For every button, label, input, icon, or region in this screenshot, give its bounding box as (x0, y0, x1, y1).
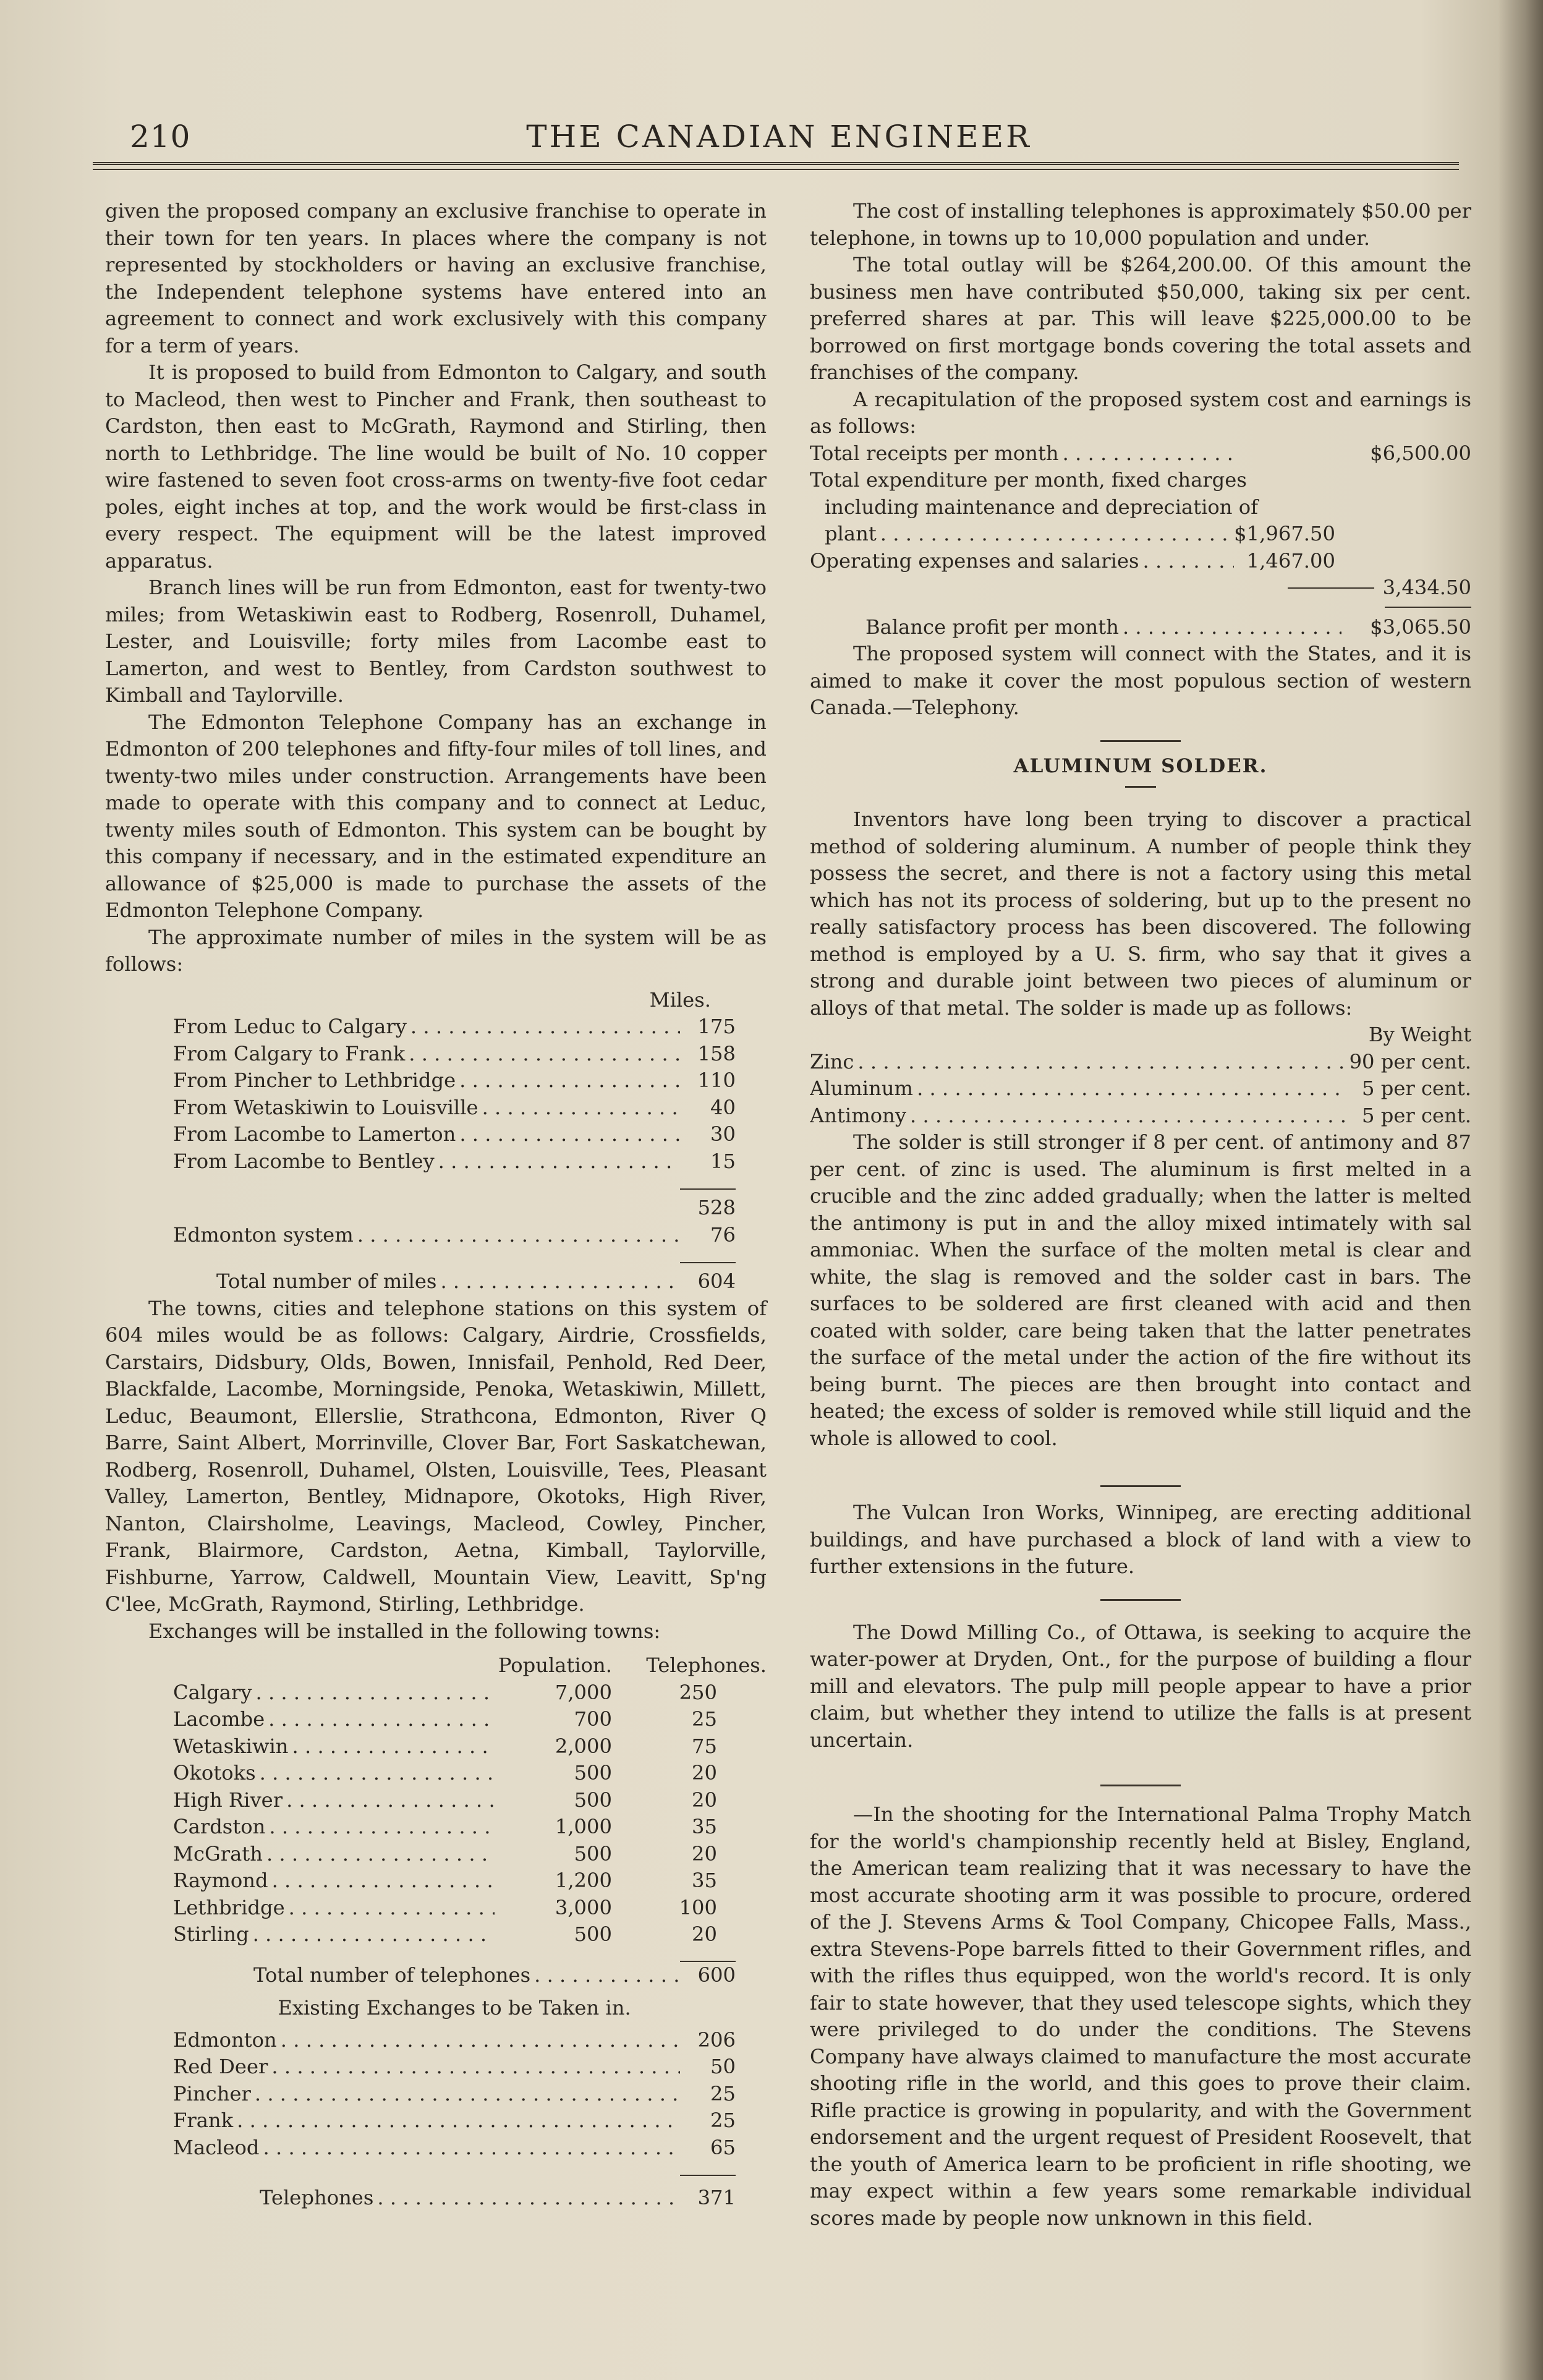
table-row (810, 467, 1471, 494)
table-row (173, 2027, 736, 2054)
paragraph: Inventors have long been trying to discover a practical method of soldering aluminum. A number of people think they possess the secret, and there is not a factory using this metal which has not its process of soldering, but up to the present no really satisfactory process has been discovered. The following method is employed by a U. S. firm, who say that it gives a strong and durable joint between two pieces of aluminum or alloys of that metal. The solder is made up as follows: (810, 808, 1471, 1020)
town-name: McGrath . . . (173, 1841, 495, 1868)
telephones: 20 (692, 1788, 717, 1812)
telephones: 65 (710, 2135, 736, 2159)
town-name: Lacombe . . . (173, 1706, 495, 1733)
balance-value: $3,065.50 (1370, 615, 1471, 639)
table-row (173, 2054, 736, 2081)
table-row (173, 1895, 767, 1922)
table-row (810, 614, 1471, 641)
dash-rule (1288, 587, 1374, 589)
town-name: Edmonton . . . (173, 2027, 680, 2054)
population: 500 (574, 1788, 612, 1812)
telephones: 100 (679, 1895, 717, 1919)
paragraph: A recapitulation of the proposed system cost and earnings is as follows: (810, 387, 1471, 438)
telephones: 75 (692, 1734, 717, 1758)
existing-exchanges (105, 1962, 767, 2212)
miles-value: 30 (710, 1122, 736, 1146)
telephones: 20 (692, 1922, 717, 1946)
paragraph: The towns, cities and telephone stations on this system of 604 miles would be as follows: Calgary, Airdrie, Crossfields, Carstairs, Didsbury, Olds, Bowen, Innisfail, Penhold, Red Deer, Blackfalde, Lacombe, Morningside, Penoka, Wetaskiwin, Millett, Leduc, Beaumont, Ellerslie, Strathcona, Edmonton, River Q Barre, Saint Albert, Morrinville, Clover Bar, Fort Saskatchewan, Rodberg, Rosenroll, Duhamel, Olsten, Louisville, Tees, Pleasant Valley, Lamerton, Bentley, Midnapore, Okotoks, High River, Nanton, Clairsholme, Leavings, Macleod, Cowley, Pincher, Frank, Blairmore, Cardston, Aetna, Kimball, Taylorville, Fishburne, Yarrow, Caldwell, Mountain View, Leavitt, Sp'ng C'lee, McGrath, Raymond, Stirling, Lethbridge. (105, 1296, 767, 1616)
metal-percent: 5 per cent. (1362, 1103, 1471, 1127)
miles-value: 15 (710, 1149, 736, 1173)
expenditure-label: plant . . . (810, 521, 1234, 548)
telephones: 25 (710, 2081, 736, 2105)
metal-name: Zinc . . . (810, 1049, 1348, 1076)
table-row (173, 1190, 736, 1222)
table-row (173, 1268, 736, 1295)
table-row (810, 548, 1471, 575)
miles-value: 110 (697, 1068, 736, 1092)
miles-label: From Calgary to Frank . . . (173, 1041, 680, 1068)
town-name: Calgary . . . (173, 1679, 495, 1707)
paragraph: The cost of installing telephones is approximately $50.00 per telephone, in towns up to 10,000 population and under. (810, 199, 1471, 250)
section-heading: ALUMINUM SOLDER. (1013, 754, 1268, 777)
telephones: 20 (692, 1841, 717, 1866)
telephones: 250 (679, 1680, 717, 1704)
table-row (173, 1067, 736, 1094)
population: 500 (574, 1922, 612, 1946)
telephones-label: Telephones . . . (173, 2176, 680, 2212)
telephones: 25 (692, 1707, 717, 1731)
miles-list (173, 1013, 736, 1263)
table-row (810, 1075, 1471, 1103)
population: 700 (574, 1707, 612, 1731)
population: 1,000 (555, 1815, 612, 1838)
telephones: 206 (697, 2028, 736, 2052)
paragraph: It is proposed to build from Edmonton to Calgary, and south to Macleod, then west to Pincher and Frank, then southeast to Cardston, then east to McGrath, Raymond and Stirling, then north to Lethbridge. The line would be built of No. 10 copper wire fastened to seven foot cross-arms on twenty-five foot cedar poles, eight inches at top, and the work would be first-class in every respect. The equipment will be the latest improved apparatus. (105, 360, 767, 573)
telephones-value: 371 (697, 2186, 736, 2209)
page-number: 210 (130, 119, 191, 155)
receipts-label: Total receipts per month . . . (810, 440, 1234, 467)
table-row (810, 1049, 1471, 1076)
existing-heading: Existing Exchanges to be Taken in. (278, 1996, 631, 2020)
table-row (173, 1013, 736, 1041)
total-telephones-value: 600 (697, 1963, 736, 1987)
paragraph: The Dowd Milling Co., of Ottawa, is seeking to acquire the water-power at Dryden, Ont., for the purpose of building a flour mill and elevators. The pulp mill people appear to have a prior claim, but whether they intend to utilize the falls is at present uncertain. (810, 1620, 1471, 1752)
population: 2,000 (555, 1734, 612, 1758)
balance-table (810, 614, 1471, 641)
right-column (810, 198, 1471, 2232)
table-row (810, 494, 1471, 521)
section-rule (1100, 1485, 1181, 1487)
header-rule (93, 162, 1459, 170)
population: 7,000 (555, 1680, 612, 1704)
exchanges-list (173, 1652, 767, 1962)
table-row (173, 1679, 767, 1707)
town-name: Macleod . . . (173, 2135, 680, 2162)
total-telephones-label: Total number of telephones . . . (173, 1962, 680, 1989)
metal-name: Antimony . . . (810, 1103, 1348, 1130)
town-name: Okotoks . . . (173, 1760, 495, 1787)
table-header-row (173, 1652, 767, 1679)
paragraph: Exchanges will be installed in the following towns: (148, 1619, 661, 1643)
expenditure-value: $1,967.50 (1234, 522, 1335, 545)
miles-label: From Wetaskiwin to Louisville . . . (173, 1094, 680, 1122)
telephones: 35 (692, 1815, 717, 1838)
table-row (810, 1103, 1471, 1130)
page-header (105, 111, 1453, 161)
running-title: THE CANADIAN ENGINEER (526, 119, 1032, 155)
subtotal-value: 3,434.50 (1382, 576, 1471, 599)
table-row (173, 1706, 767, 1733)
population: 500 (574, 1841, 612, 1866)
metal-percent: 5 per cent. (1362, 1077, 1471, 1100)
table-row (173, 1787, 767, 1814)
town-name: Red Deer . . . (173, 2054, 680, 2081)
telephones: 50 (710, 2055, 736, 2078)
miles-subtotal: 528 (697, 1196, 736, 1219)
paragraph: Branch lines will be run from Edmonton, east for twenty-two miles; from Wetaskiwin east to Rodberg, Rosenroll, Duhamel, Lester, and Louisville; forty miles from Lacombe east to Lamerton, and west to Bentley, from Cardston southwest to Kimball and Taylorville. (105, 576, 767, 707)
expenditure-label: Total expenditure per month, fixed charges (810, 468, 1247, 492)
telephones: 25 (710, 2109, 736, 2132)
section-rule (1100, 740, 1181, 742)
population: 1,200 (555, 1869, 612, 1892)
population: 3,000 (555, 1895, 612, 1919)
paragraph: The total outlay will be $264,200.00. Of this amount the business men have contributed $50,000, taking six per cent. preferred shares at par. This will leave $225,000.00 to be borrowed on first mortgage bonds covering the total assets and franchises of the company. (810, 253, 1471, 384)
operating-value: 1,467.00 (1246, 548, 1335, 573)
metal-name: Aluminum . . . (810, 1075, 1348, 1103)
population: 500 (574, 1761, 612, 1785)
edmonton-label: Edmonton system . . . (173, 1222, 680, 1249)
section-rule (1100, 1599, 1181, 1601)
miles-label: From Lacombe to Lamerton . . . (173, 1121, 680, 1148)
paragraph: The solder is still stronger if 8 per cent. of antimony and 87 per cent. of zinc is used. The aluminum is first melted in a crucible and the zinc added gradually; when the latter is melted the antimony is put in and the alloy mixed intimately with sal ammoniac. When the surface of the molten metal is clear and white, the slag is removed and the solder cast in bars. The surfaces to be soldered are first cleaned with acid and then coated with solder, care being taken that the latter penetrates the surface of the metal under the action of the fire without its being burnt. The pieces are then brought into contact and heated; the excess of solder is removed while still liquid and the whole is allowed to cool. (810, 1130, 1471, 1450)
table-row (810, 440, 1471, 467)
telephones: 20 (692, 1761, 717, 1785)
table-row (173, 1094, 736, 1122)
by-weight-header: By Weight (1368, 1023, 1471, 1046)
paragraph: The Edmonton Telephone Company has an exchange in Edmonton of 200 telephones and fifty-four miles of toll lines, and twenty-two miles under construction. Arrangements have been made to operate with this company and to connect at Leduc, twenty miles south of Edmonton. This system can be bought by this company if necessary, and in the estimated expenditure an allowance of $25,000 is made to purchase the assets of the Edmonton Telephone Company. (105, 710, 767, 922)
sum-rule (680, 1262, 736, 1263)
section-rule (1100, 1785, 1181, 1786)
table-row (173, 1041, 736, 1068)
miles-label: From Leduc to Calgary . . . (173, 1013, 680, 1041)
existing-list (173, 2027, 736, 2212)
table-row (173, 1733, 767, 1760)
left-column (105, 198, 767, 2212)
town-name: Wetaskiwin . . . (173, 1733, 495, 1760)
table-row (173, 1760, 767, 1787)
sum-rule (1385, 607, 1471, 608)
table-row (173, 2081, 736, 2108)
miles-header: Miles. (649, 987, 711, 1012)
balance-label: Balance profit per month . . . (810, 614, 1341, 641)
miles-value: 158 (697, 1041, 736, 1065)
town-name: Lethbridge . . . (173, 1895, 495, 1922)
table-row (173, 1814, 767, 1841)
table-row (173, 1222, 736, 1249)
table-row (173, 1121, 736, 1148)
recapitulation-table (810, 440, 1471, 575)
table-row (173, 1921, 767, 1948)
paragraph: —In the shooting for the International Palma Trophy Match for the world's championship recently held at Bisley, England, the American team realizing that it was necessary to have the most accurate shooting arm it was possible to procure, ordered of the J. Stevens Arms & Tool Company, Chicopee Falls, Mass., extra Stevens-Pope barrels fitted to their Government rifles, and with the rifles thus equipped, won the world's record. It is only fair to state however, that they used telescope sights, which they were privileged to do under the conditions. The Stevens Company have always claimed to manufacture the most accurate shooting rifle in the world, and this goes to prove their claim. Rifle practice is growing in popularity, and with the Government endorsement and the urgent request of President Roosevelt, that the youth of America learn to be proficient in rifle shooting, we may expect within a few years some remarkable individual scores made by people now unknown in this field. (810, 1802, 1471, 2230)
town-name: Stirling . . . (173, 1921, 495, 1948)
table-row (173, 1148, 736, 1175)
paragraph: The approximate number of miles in the system will be as follows: (105, 925, 767, 976)
solder-composition (810, 1049, 1471, 1130)
total-telephones (173, 1962, 736, 1989)
edmonton-value: 76 (710, 1222, 736, 1247)
town-name: Cardston . . . (173, 1814, 495, 1841)
table-row (173, 2107, 736, 2135)
metal-percent: 90 per cent. (1349, 1049, 1471, 1073)
table-row (173, 2135, 736, 2162)
town-name: Frank . . . (173, 2107, 680, 2135)
table-row (173, 1962, 736, 1989)
miles-value: 175 (697, 1015, 736, 1038)
paragraph: given the proposed company an exclusive franchise to operate in their town for ten years. In places where the company is not represented by stockholders or having an exclusive franchise, the Independent telephone systems have entered into an agreement to connect and work exclusively with this company for a term of years. (105, 199, 767, 357)
total-miles-value: 604 (697, 1269, 736, 1293)
exchanges-table (105, 1645, 767, 1962)
subtotal-row (810, 574, 1471, 602)
table-row (173, 1841, 767, 1868)
miles-table (105, 978, 767, 1295)
total-miles (173, 1268, 736, 1295)
expenditure-label: including maintenance and depreciation of (825, 495, 1259, 519)
receipts-value: $6,500.00 (1370, 441, 1471, 465)
miles-label: From Pincher to Lethbridge . . . (173, 1067, 680, 1094)
column-header-telephones: Telephones. (646, 1653, 767, 1677)
town-name: Raymond . . . (173, 1867, 495, 1895)
paragraph: The proposed system will connect with the States, and it is aimed to make it cover the most populous section of western Canada.—Telephony. (810, 642, 1471, 719)
column-header-population: Population. (498, 1653, 612, 1677)
paragraph: The Vulcan Iron Works, Winnipeg, are erecting additional buildings, and have purchased a block of land with a view to further extensions in the future. (810, 1501, 1471, 1578)
town-name: High River . . . (173, 1787, 495, 1814)
town-name: Pincher . . . (173, 2081, 680, 2108)
miles-label: From Lacombe to Bentley . . . (173, 1148, 680, 1175)
total-miles-label: Total number of miles . . . (173, 1268, 680, 1295)
operating-label: Operating expenses and salaries . . . (810, 548, 1234, 575)
book-spine-shadow (1498, 0, 1543, 2380)
heading-rule (1125, 786, 1156, 788)
miles-value: 40 (710, 1095, 736, 1119)
table-row (173, 1867, 767, 1895)
table-row (810, 521, 1471, 548)
table-row (173, 2176, 736, 2212)
telephones: 35 (692, 1869, 717, 1892)
